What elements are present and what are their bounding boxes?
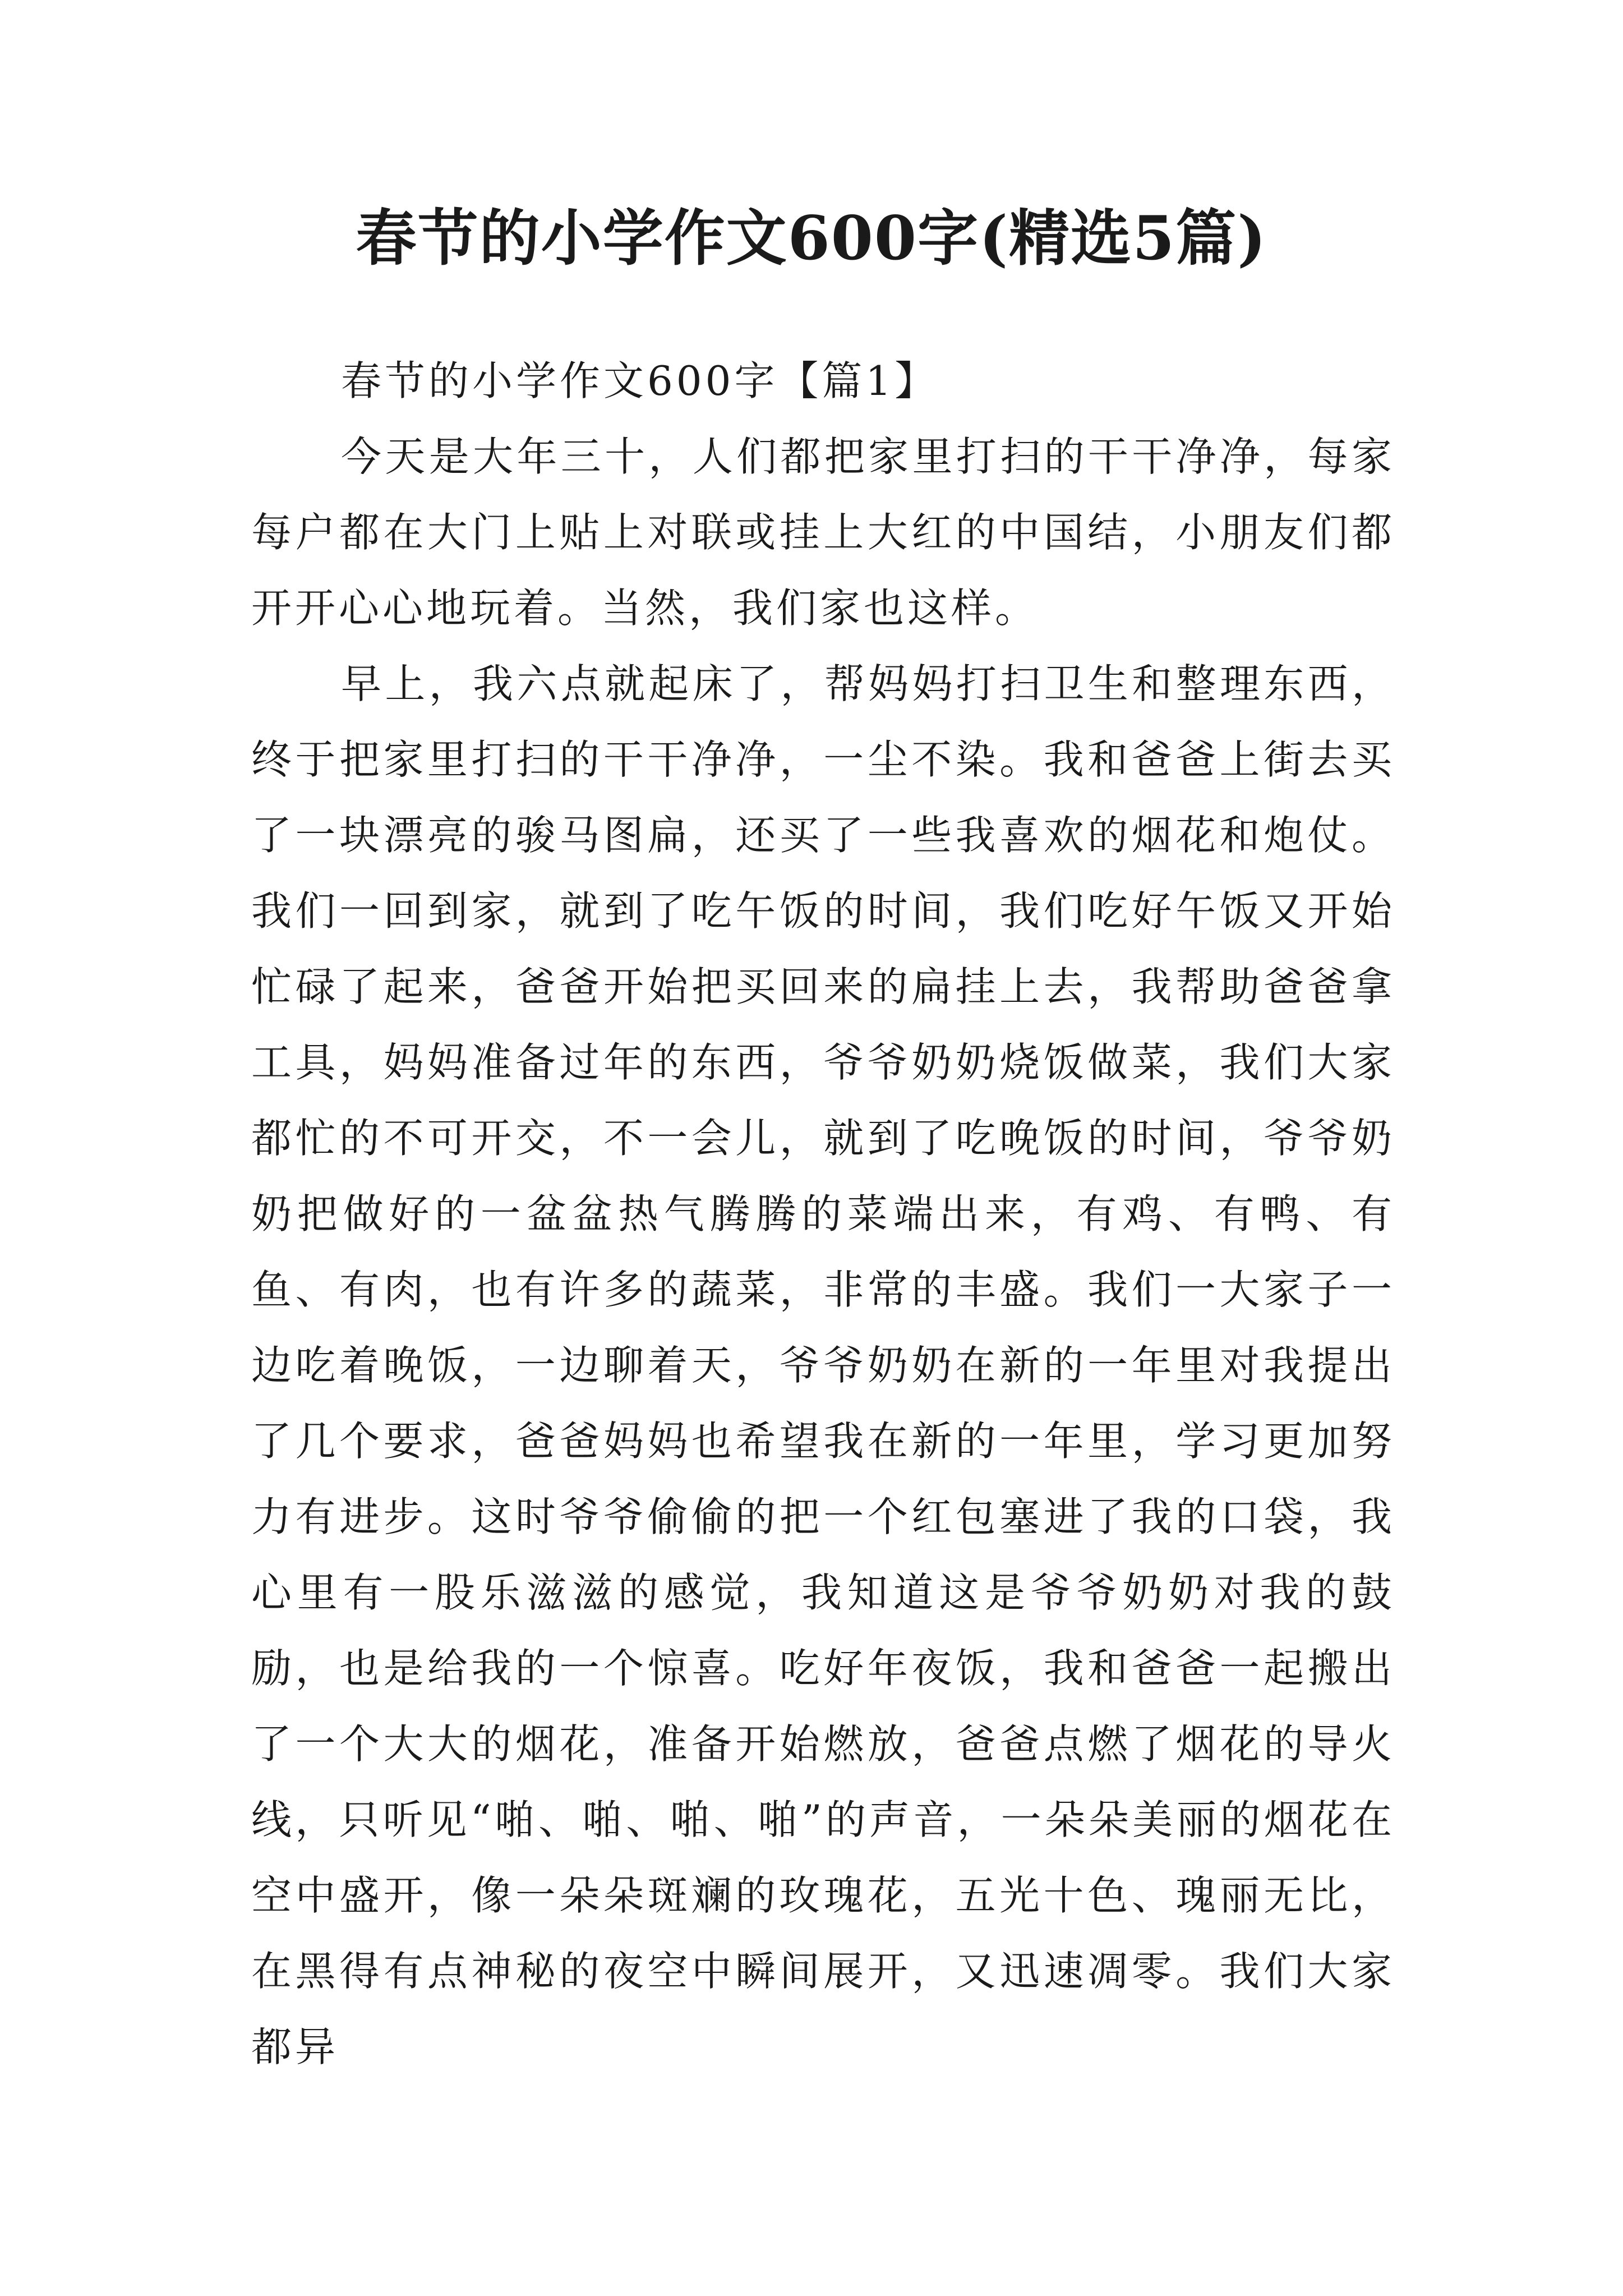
paragraph-1: 今天是大年三十，人们都把家里打扫的干干净净，每家每户都在大门上贴上对联或挂上大红的中国结，小朋友们都开开心心地玩着。当然，我们家也这样。	[251, 433, 1395, 632]
document-title: 春节的小学作文600字(精选5篇)	[356, 203, 1267, 274]
paragraph-2: 早上，我六点就起床了，帮妈妈打扫卫生和整理东西，终于把家里打扫的干干净净，一尘不染。我和爸爸上街去买了一块漂亮的骏马图扁，还买了一些我喜欢的烟花和炮仗。我们一回到家，就到了吃午饭的时间，我们吃好午饭又开始忙碌了起来，爸爸开始把买回来的扁挂上去，我帮助爸爸拿工具，妈妈准备过年的东西，爷爷奶奶烧饭做菜，我们大家都忙的不可开交，不一会儿，就到了吃晚饭的时间，爷爷奶奶把做好的一盆盆热气腾腾的菜端出来，有鸡、有鸭、有鱼、有肉，也有许多的蔬菜，非常的丰盛。我们一大家子一边吃着晚饭，一边聊着天，爷爷奶奶在新的一年里对我提出了几个要求，爸爸妈妈也希望我在新的一年里，学习更加努力有进步。这时爷爷偷偷的把一个红包塞进了我的口袋，我心里有一股乐滋滋的感觉，我知道这是爷爷奶奶对我的鼓励，也是给我的一个惊喜。吃好年夜饭，我和爸爸一起搬出了一个大大的烟花，准备开始燃放，爸爸点燃了烟花的导火线，只听见“啪、啪、啪、啪”的声音，一朵朵美丽的烟花在空中盛开，像一朵朵斑斓的玫瑰花，五光十色、瑰丽无比，在黑得有点神秘的夜空中瞬间展开，又迅速凋零。我们大家都异	[251, 660, 1395, 2070]
document-body	[251, 343, 1395, 2085]
section-heading: 春节的小学作文600字【篇1】	[341, 357, 939, 404]
